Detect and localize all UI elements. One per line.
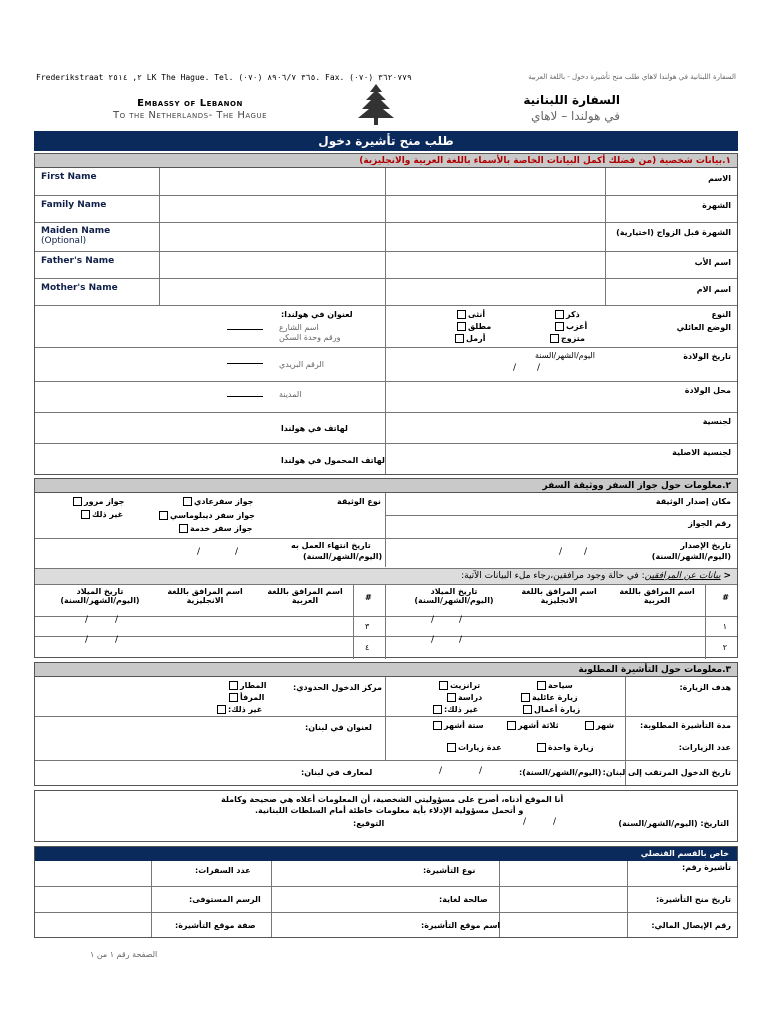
married-checkbox[interactable]	[550, 334, 559, 343]
female-checkbox[interactable]	[457, 310, 466, 319]
family-name-row: Family Name الشهرة	[35, 196, 737, 223]
family-visit-checkbox[interactable]	[521, 693, 530, 702]
other-doc-checkbox[interactable]	[81, 510, 90, 519]
dob-postcode-row: تاريخ الولادة اليوم/الشهر/السنة / / الرقم البريدي	[35, 348, 737, 382]
doc-type-row: مكان إصدار الوثيقة نوع الوثيقة جواز سفرعادي جواز سفر ديبلوماسي جواز سفر خدمة جواز مرور غير ذلك	[35, 493, 737, 539]
one-month-checkbox[interactable]	[585, 721, 594, 730]
cedar-tree-logo	[356, 82, 396, 126]
section-passport: ٢.معلومات حول جواز السفر ووثيقة السفر مكان إصدار الوثيقة نوع الوثيقة جواز سفرعادي جواز سفر ديبلوماسي جواز سفر خدمة جواز مرور غير ذلك رقم الجواز تاريخ الإصدار (اليوم/الشهر/السنة) / / تاريخ انتهاء العمل به (اليوم/الشهر/السنة) / / < بيانات عن المرافقين: في حالة وجود مرافقين،رجاء ملء البيانات الآتية: # اسم المرافق باللغة العربية اسم المرافق باللغة الانجليزية تاريخ الميلاد (اليوم/الشهر/السنة) # اسم المرافق باللغة العربية اسم المرافق باللغة الانجليزية تاريخ الميلاد (اليوم/الشهر/السنة) ١ ٣ / / / / ٢ ٤ / / / /	[34, 478, 738, 658]
multiple-visits-checkbox[interactable]	[447, 743, 456, 752]
business-visit-checkbox[interactable]	[523, 705, 532, 714]
first-name-row: First Name الاسم	[35, 168, 737, 196]
official-row-3: رقم الإيصال المالي: اسم موقع التأشيرة: صفة موقع التأشيرة:	[175, 921, 731, 930]
widowed-checkbox[interactable]	[455, 334, 464, 343]
companions-row-2: ٢ ٤ / / / /	[35, 637, 737, 659]
embassy-name-english: Embassy of Lebanon To the Netherlands- The Hague	[112, 98, 267, 121]
section3-heading: ٣.معلومات حول التأشيرة المطلوبة	[35, 663, 737, 677]
section2-heading: ٢.معلومات حول جواز السفر ووثيقة السفر	[35, 479, 737, 493]
tourism-checkbox[interactable]	[537, 681, 546, 690]
purpose-row: هدف الزيارة: سياحة زيارة عائلية زيارة أعمال ترانزيت دراسة غير ذلك: مركز الدخول الحدودي: المطار المرفأ غير ذلك:	[35, 677, 737, 717]
single-visit-checkbox[interactable]	[537, 743, 546, 752]
gender-marital-row: النوع الوضع العائلي ذكر أنثى أعزب مطلق متزوج أرمل لعنوان في هولندا: اسم الشارع ورقم وحدة السكن	[35, 306, 737, 348]
embassy-name-arabic: السفارة اللبنانية في هولندا – لاهاي	[523, 93, 620, 123]
header-caption: السفارة اللبنانية في هولندا لاهاي طلب منح تأشيرة دخول - باللغة العربية	[528, 73, 736, 81]
study-checkbox[interactable]	[447, 693, 456, 702]
companions-row-1: ١ ٣ / / / /	[35, 617, 737, 637]
companions-note-row: < بيانات عن المرافقين: في حالة وجود مرافقين،رجاء ملء البيانات الآتية:	[35, 569, 737, 585]
three-months-checkbox[interactable]	[507, 721, 516, 730]
official-row-2: تاريخ منح التأشيرة: صالحة لغاية: الرسم المستوفى:	[35, 887, 737, 913]
embassy-address: Frederikstraat ٢, ٢٥١٤ LK The Hague. Tel. (٠٧٠) ٣٦٥ ٨٩٠٦/٧. Fax. (٠٧٠) ٣٦٢٠٧٧٩	[36, 73, 412, 82]
page-number: الصفحة رقم ١ من ١	[90, 950, 158, 959]
service-passport-checkbox[interactable]	[179, 524, 188, 533]
male-checkbox[interactable]	[555, 310, 564, 319]
maiden-name-row: Maiden Name (Optional) الشهرة قبل الزواج (اختيارية)	[35, 223, 737, 252]
official-use-section	[34, 846, 738, 938]
father-name-row: Father's Name اسم الأب	[35, 252, 737, 279]
divorced-checkbox[interactable]	[457, 322, 466, 331]
original-nationality-row: لجنسية الاصلية لهاتف المحمول في هولندا	[281, 448, 731, 465]
laissez-passer-checkbox[interactable]	[73, 497, 82, 506]
section-visa	[34, 662, 738, 786]
declaration-box: أنا الموقع أدناه، أصرح على مسؤوليتي الشخصية، أن المعلومات أعلاه هي صحيحة وكاملة و أتحمل مسؤولية الإدلاء بأية معلومات خاطئة أمام السلطات اللبنانية. التوقيع: التاريخ: (اليوم/الشهر/السنة) / /	[34, 790, 738, 842]
section1-heading: ١.بيانات شخصية (من فضلك أكمل البيانات الخاصة بالأسماء باللغة العربية والانجليزية)	[35, 154, 737, 168]
airport-checkbox[interactable]	[229, 681, 238, 690]
section-personal-data	[34, 153, 738, 475]
six-months-checkbox[interactable]	[433, 721, 442, 730]
other-purpose-checkbox[interactable]	[433, 705, 442, 714]
entry-date-row: تاريخ الدخول المرتقب إلى لبنان: (اليوم/الشهر/السنة): / / لمعارف في لبنان:	[301, 766, 731, 777]
form-title: طلب منح تأشيرة دخول	[34, 131, 738, 151]
official-row-1: تأشيرة رقم: نوع التأشيرة: عدد السفرات:	[35, 861, 737, 887]
nl-address-label: لعنوان في هولندا:	[281, 310, 353, 319]
diplomatic-passport-checkbox[interactable]	[159, 511, 168, 520]
other-border-checkbox[interactable]	[217, 705, 226, 714]
duration-row: مدة التأشيرة المطلوبة: عدد الزيارات: شهر ثلاثة أشهر ستة أشهر زيارة واحدة عدة زيارات لعنوان في لبنان:	[35, 717, 737, 761]
mother-name-row: Mother's Name اسم الام	[35, 279, 737, 306]
official-use-heading: خاص بالقسم القنصلي	[35, 847, 737, 861]
port-checkbox[interactable]	[229, 693, 238, 702]
companions-header-row: # اسم المرافق باللغة العربية اسم المرافق باللغة الانجليزية تاريخ الميلاد (اليوم/الشهر/السنة) # اسم المرافق باللغة العربية اسم المرافق باللغة الانجليزية تاريخ الميلاد (اليوم/الشهر/السنة)	[35, 585, 737, 617]
transit-checkbox[interactable]	[439, 681, 448, 690]
pob-city-row: محل الولادة المدينة	[35, 382, 737, 413]
nationality-row: لجنسية لهاتف في هولندا	[35, 413, 737, 444]
ordinary-passport-checkbox[interactable]	[183, 497, 192, 506]
issue-expiry-row: تاريخ الإصدار (اليوم/الشهر/السنة) / / تاريخ انتهاء العمل به (اليوم/الشهر/السنة) / /	[35, 539, 737, 569]
single-checkbox[interactable]	[555, 322, 564, 331]
